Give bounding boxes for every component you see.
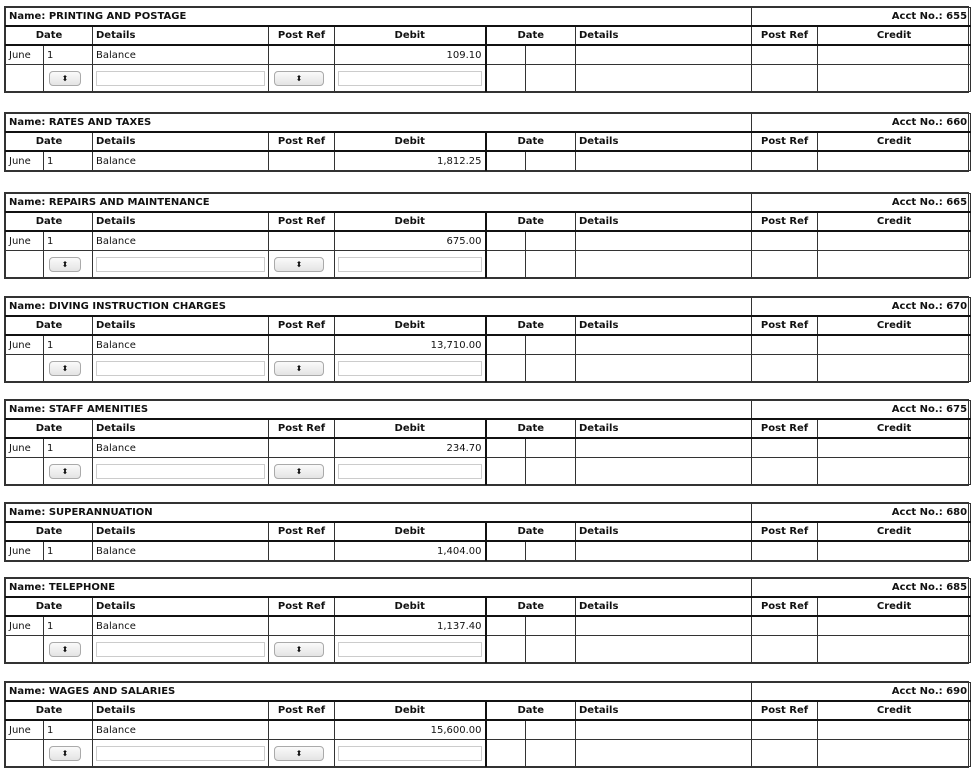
credit-header: Credit <box>818 597 971 616</box>
balance-month: June <box>6 616 44 636</box>
credit-details-header: Details <box>576 522 752 541</box>
credit-month-cell <box>486 720 526 740</box>
credit-month-cell <box>486 541 526 561</box>
account-name: Name: WAGES AND SALARIES <box>6 683 752 702</box>
debit-details-header: Details <box>93 522 269 541</box>
debit-details-header: Details <box>93 132 269 151</box>
balance-day: 1 <box>44 616 93 636</box>
debit-date-header: Date <box>6 132 93 151</box>
ledger-account <box>4 399 969 486</box>
credit-post-ref-cell <box>752 151 818 171</box>
balance-month: June <box>6 438 44 458</box>
credit-details-header: Details <box>576 597 752 616</box>
ledger-account <box>4 112 969 172</box>
entry-credit-day-cell <box>526 458 576 485</box>
account-number-value: 655 <box>946 11 968 22</box>
entry-credit-day-cell <box>526 65 576 92</box>
credit-date-header: Date <box>486 701 576 720</box>
account-number: Acct No.: 680 <box>752 504 971 523</box>
credit-date-header: Date <box>486 597 576 616</box>
account-number: Acct No.: 690 <box>752 683 971 702</box>
debit-date-header: Date <box>6 26 93 45</box>
entry-credit-amount-cell <box>818 740 971 767</box>
credit-details-cell <box>576 335 752 355</box>
balance-day: 1 <box>44 231 93 251</box>
account-name-value: TELEPHONE <box>48 582 116 593</box>
entry-credit-details-cell <box>576 636 752 663</box>
credit-day-cell <box>526 438 576 458</box>
entry-credit-post-ref-cell <box>752 65 818 92</box>
account-name: Name: PRINTING AND POSTAGE <box>6 8 752 27</box>
entry-post-ref-cell <box>269 636 335 663</box>
balance-debit: 675.00 <box>335 231 486 251</box>
credit-month-cell <box>486 335 526 355</box>
entry-credit-details-cell <box>576 251 752 278</box>
day-select[interactable]: ⬍ <box>49 71 81 86</box>
credit-day-cell <box>526 151 576 171</box>
entry-row <box>6 355 971 382</box>
credit-details-cell <box>576 45 752 65</box>
entry-credit-amount-cell <box>818 65 971 92</box>
account-number: Acct No.: 655 <box>752 8 971 27</box>
account-number-value: 680 <box>946 507 968 518</box>
entry-month-cell <box>6 65 44 92</box>
credit-post-ref-header: Post Ref <box>752 597 818 616</box>
debit-details-header: Details <box>93 26 269 45</box>
credit-post-ref-header: Post Ref <box>752 419 818 438</box>
entry-day-cell <box>44 458 93 485</box>
entry-day-cell <box>44 251 93 278</box>
credit-details-header: Details <box>576 419 752 438</box>
ledger-account <box>4 6 969 93</box>
credit-details-cell <box>576 541 752 561</box>
credit-month-cell <box>486 231 526 251</box>
debit-details-header: Details <box>93 419 269 438</box>
entry-credit-amount-cell <box>818 636 971 663</box>
debit-input[interactable] <box>338 257 482 272</box>
balance-details: Balance <box>93 438 269 458</box>
account-name: Name: STAFF AMENITIES <box>6 401 752 420</box>
entry-details-cell <box>93 251 269 278</box>
credit-day-cell <box>526 45 576 65</box>
details-input[interactable] <box>96 71 265 86</box>
account-name: Name: DIVING INSTRUCTION CHARGES <box>6 298 752 317</box>
balance-debit: 15,600.00 <box>335 720 486 740</box>
account-name: Name: RATES AND TAXES <box>6 114 752 133</box>
entry-credit-details-cell <box>576 458 752 485</box>
post-ref-select[interactable]: ⬍ <box>274 464 324 479</box>
entry-credit-amount-cell <box>818 355 971 382</box>
credit-post-ref-header: Post Ref <box>752 316 818 335</box>
credit-post-ref-cell <box>752 231 818 251</box>
credit-date-header: Date <box>486 212 576 231</box>
credit-day-cell <box>526 720 576 740</box>
balance-row <box>6 438 971 458</box>
credit-details-cell <box>576 151 752 171</box>
balance-month: June <box>6 231 44 251</box>
ledger-account <box>4 192 969 279</box>
debit-input[interactable] <box>338 642 482 657</box>
account-number-value: 660 <box>946 117 968 128</box>
entry-credit-month-cell <box>486 355 526 382</box>
debit-header: Debit <box>335 597 486 616</box>
credit-day-cell <box>526 335 576 355</box>
entry-row <box>6 251 971 278</box>
debit-post-ref-header: Post Ref <box>269 701 335 720</box>
credit-header: Credit <box>818 316 971 335</box>
credit-post-ref-cell <box>752 335 818 355</box>
account-number: Acct No.: 660 <box>752 114 971 133</box>
credit-post-ref-cell <box>752 541 818 561</box>
balance-debit: 1,404.00 <box>335 541 486 561</box>
balance-day: 1 <box>44 720 93 740</box>
balance-row <box>6 151 971 171</box>
credit-details-header: Details <box>576 26 752 45</box>
entry-day-cell <box>44 636 93 663</box>
post-ref-select[interactable]: ⬍ <box>274 361 324 376</box>
entry-post-ref-cell <box>269 355 335 382</box>
entry-credit-month-cell <box>486 458 526 485</box>
entry-credit-amount-cell <box>818 251 971 278</box>
debit-input[interactable] <box>338 71 482 86</box>
credit-post-ref-header: Post Ref <box>752 701 818 720</box>
entry-details-cell <box>93 65 269 92</box>
entry-row <box>6 458 971 485</box>
entry-month-cell <box>6 740 44 767</box>
entry-credit-post-ref-cell <box>752 251 818 278</box>
entry-credit-details-cell <box>576 355 752 382</box>
balance-details: Balance <box>93 616 269 636</box>
credit-header: Credit <box>818 522 971 541</box>
credit-details-cell <box>576 720 752 740</box>
balance-post-ref <box>269 151 335 171</box>
details-input[interactable] <box>96 746 265 761</box>
entry-row <box>6 65 971 92</box>
account-name: Name: SUPERANNUATION <box>6 504 752 523</box>
debit-date-header: Date <box>6 522 93 541</box>
credit-header: Credit <box>818 132 971 151</box>
balance-post-ref <box>269 335 335 355</box>
balance-post-ref <box>269 438 335 458</box>
account-number: Acct No.: 670 <box>752 298 971 317</box>
balance-details: Balance <box>93 45 269 65</box>
debit-post-ref-header: Post Ref <box>269 316 335 335</box>
account-name-value: DIVING INSTRUCTION CHARGES <box>48 301 226 312</box>
balance-month: June <box>6 151 44 171</box>
credit-amount-cell <box>818 151 971 171</box>
debit-details-header: Details <box>93 316 269 335</box>
account-number-value: 690 <box>946 686 968 697</box>
balance-debit: 109.10 <box>335 45 486 65</box>
entry-credit-post-ref-cell <box>752 740 818 767</box>
balance-details: Balance <box>93 335 269 355</box>
balance-month: June <box>6 541 44 561</box>
credit-post-ref-cell <box>752 45 818 65</box>
debit-header: Debit <box>335 522 486 541</box>
entry-credit-post-ref-cell <box>752 636 818 663</box>
balance-debit: 234.70 <box>335 438 486 458</box>
ledger-account <box>4 577 969 664</box>
credit-day-cell <box>526 616 576 636</box>
credit-amount-cell <box>818 720 971 740</box>
account-number-value: 675 <box>946 404 968 415</box>
ledger-account <box>4 502 969 562</box>
credit-details-header: Details <box>576 132 752 151</box>
ledger-account <box>4 681 969 768</box>
balance-debit: 13,710.00 <box>335 335 486 355</box>
entry-post-ref-cell <box>269 740 335 767</box>
account-number: Acct No.: 685 <box>752 579 971 598</box>
balance-day: 1 <box>44 45 93 65</box>
entry-day-cell <box>44 355 93 382</box>
debit-post-ref-header: Post Ref <box>269 26 335 45</box>
account-name: Name: REPAIRS AND MAINTENANCE <box>6 194 752 213</box>
entry-details-cell <box>93 636 269 663</box>
credit-post-ref-cell <box>752 438 818 458</box>
entry-details-cell <box>93 740 269 767</box>
entry-debit-cell <box>335 636 486 663</box>
credit-header: Credit <box>818 212 971 231</box>
credit-date-header: Date <box>486 522 576 541</box>
credit-post-ref-header: Post Ref <box>752 522 818 541</box>
balance-row <box>6 45 971 65</box>
credit-post-ref-cell <box>752 720 818 740</box>
debit-header: Debit <box>335 132 486 151</box>
balance-debit: 1,812.25 <box>335 151 486 171</box>
account-name-value: REPAIRS AND MAINTENANCE <box>48 197 210 208</box>
entry-debit-cell <box>335 740 486 767</box>
credit-month-cell <box>486 151 526 171</box>
post-ref-select[interactable]: ⬍ <box>274 257 324 272</box>
balance-day: 1 <box>44 541 93 561</box>
day-select[interactable]: ⬍ <box>49 257 81 272</box>
balance-post-ref <box>269 616 335 636</box>
entry-debit-cell <box>335 251 486 278</box>
account-number: Acct No.: 665 <box>752 194 971 213</box>
entry-row <box>6 636 971 663</box>
entry-month-cell <box>6 636 44 663</box>
account-number-value: 670 <box>946 301 968 312</box>
debit-header: Debit <box>335 701 486 720</box>
credit-details-cell <box>576 616 752 636</box>
credit-post-ref-header: Post Ref <box>752 212 818 231</box>
balance-month: June <box>6 335 44 355</box>
balance-post-ref <box>269 541 335 561</box>
balance-row <box>6 231 971 251</box>
balance-details: Balance <box>93 720 269 740</box>
day-select[interactable]: ⬍ <box>49 642 81 657</box>
balance-post-ref <box>269 45 335 65</box>
entry-month-cell <box>6 458 44 485</box>
account-name-value: RATES AND TAXES <box>48 117 152 128</box>
debit-post-ref-header: Post Ref <box>269 132 335 151</box>
balance-details: Balance <box>93 151 269 171</box>
debit-header: Debit <box>335 419 486 438</box>
credit-header: Credit <box>818 701 971 720</box>
ledger-account <box>4 296 969 383</box>
debit-post-ref-header: Post Ref <box>269 597 335 616</box>
entry-credit-day-cell <box>526 355 576 382</box>
balance-details: Balance <box>93 231 269 251</box>
entry-post-ref-cell <box>269 65 335 92</box>
entry-credit-month-cell <box>486 65 526 92</box>
post-ref-select[interactable]: ⬍ <box>274 71 324 86</box>
credit-amount-cell <box>818 438 971 458</box>
entry-credit-day-cell <box>526 740 576 767</box>
entry-month-cell <box>6 251 44 278</box>
credit-post-ref-header: Post Ref <box>752 26 818 45</box>
entry-details-cell <box>93 458 269 485</box>
details-input[interactable] <box>96 257 265 272</box>
post-ref-select[interactable]: ⬍ <box>274 746 324 761</box>
entry-credit-month-cell <box>486 636 526 663</box>
day-select[interactable]: ⬍ <box>49 746 81 761</box>
credit-details-cell <box>576 438 752 458</box>
debit-header: Debit <box>335 212 486 231</box>
debit-details-header: Details <box>93 701 269 720</box>
balance-month: June <box>6 45 44 65</box>
debit-input[interactable] <box>338 464 482 479</box>
balance-details: Balance <box>93 541 269 561</box>
credit-details-header: Details <box>576 212 752 231</box>
debit-date-header: Date <box>6 419 93 438</box>
day-select[interactable]: ⬍ <box>49 361 81 376</box>
post-ref-select[interactable]: ⬍ <box>274 642 324 657</box>
entry-credit-amount-cell <box>818 458 971 485</box>
debit-header: Debit <box>335 26 486 45</box>
entry-credit-details-cell <box>576 65 752 92</box>
balance-row <box>6 616 971 636</box>
account-name-value: WAGES AND SALARIES <box>48 686 176 697</box>
debit-post-ref-header: Post Ref <box>269 419 335 438</box>
credit-header: Credit <box>818 419 971 438</box>
entry-month-cell <box>6 355 44 382</box>
debit-post-ref-header: Post Ref <box>269 522 335 541</box>
credit-amount-cell <box>818 45 971 65</box>
credit-date-header: Date <box>486 419 576 438</box>
balance-post-ref <box>269 231 335 251</box>
entry-row <box>6 740 971 767</box>
credit-amount-cell <box>818 231 971 251</box>
balance-row <box>6 720 971 740</box>
account-name: Name: TELEPHONE <box>6 579 752 598</box>
details-input[interactable] <box>96 361 265 376</box>
credit-details-header: Details <box>576 316 752 335</box>
entry-debit-cell <box>335 458 486 485</box>
debit-post-ref-header: Post Ref <box>269 212 335 231</box>
debit-header: Debit <box>335 316 486 335</box>
credit-month-cell <box>486 438 526 458</box>
credit-amount-cell <box>818 616 971 636</box>
entry-post-ref-cell <box>269 251 335 278</box>
credit-date-header: Date <box>486 316 576 335</box>
balance-day: 1 <box>44 438 93 458</box>
entry-debit-cell <box>335 355 486 382</box>
balance-month: June <box>6 720 44 740</box>
credit-month-cell <box>486 616 526 636</box>
credit-details-cell <box>576 231 752 251</box>
entry-credit-day-cell <box>526 636 576 663</box>
credit-date-header: Date <box>486 132 576 151</box>
entry-debit-cell <box>335 65 486 92</box>
credit-post-ref-cell <box>752 616 818 636</box>
debit-date-header: Date <box>6 597 93 616</box>
balance-day: 1 <box>44 335 93 355</box>
credit-date-header: Date <box>486 26 576 45</box>
debit-date-header: Date <box>6 212 93 231</box>
account-name-value: STAFF AMENITIES <box>48 404 149 415</box>
credit-post-ref-header: Post Ref <box>752 132 818 151</box>
entry-credit-month-cell <box>486 740 526 767</box>
credit-amount-cell <box>818 541 971 561</box>
account-number: Acct No.: 675 <box>752 401 971 420</box>
account-name-value: SUPERANNUATION <box>48 507 153 518</box>
entry-details-cell <box>93 355 269 382</box>
entry-day-cell <box>44 65 93 92</box>
entry-credit-month-cell <box>486 251 526 278</box>
balance-row <box>6 541 971 561</box>
debit-details-header: Details <box>93 597 269 616</box>
balance-day: 1 <box>44 151 93 171</box>
balance-debit: 1,137.40 <box>335 616 486 636</box>
entry-credit-details-cell <box>576 740 752 767</box>
credit-day-cell <box>526 231 576 251</box>
entry-credit-post-ref-cell <box>752 458 818 485</box>
day-select[interactable]: ⬍ <box>49 464 81 479</box>
entry-credit-post-ref-cell <box>752 355 818 382</box>
debit-input[interactable] <box>338 746 482 761</box>
credit-day-cell <box>526 541 576 561</box>
entry-post-ref-cell <box>269 458 335 485</box>
balance-row <box>6 335 971 355</box>
debit-details-header: Details <box>93 212 269 231</box>
credit-month-cell <box>486 45 526 65</box>
details-input[interactable] <box>96 464 265 479</box>
account-number-value: 685 <box>946 582 968 593</box>
credit-amount-cell <box>818 335 971 355</box>
credit-header: Credit <box>818 26 971 45</box>
account-number-value: 665 <box>946 197 968 208</box>
credit-details-header: Details <box>576 701 752 720</box>
debit-date-header: Date <box>6 701 93 720</box>
account-name-value: PRINTING AND POSTAGE <box>48 11 187 22</box>
debit-date-header: Date <box>6 316 93 335</box>
entry-day-cell <box>44 740 93 767</box>
entry-credit-day-cell <box>526 251 576 278</box>
details-input[interactable] <box>96 642 265 657</box>
balance-post-ref <box>269 720 335 740</box>
debit-input[interactable] <box>338 361 482 376</box>
